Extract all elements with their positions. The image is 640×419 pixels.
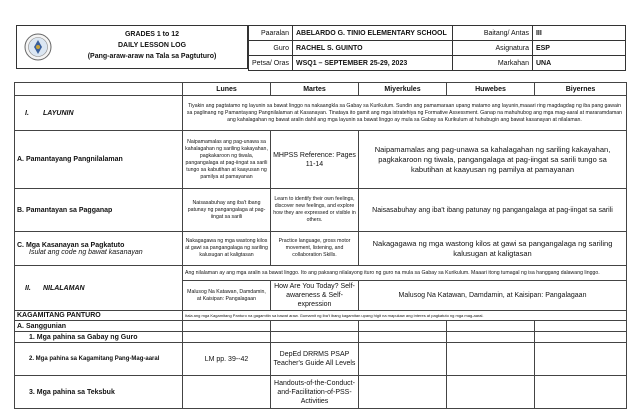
item3-lunes [183,376,271,409]
days-header-blank [15,83,183,96]
day-martes: Martes [271,83,359,96]
row-a-rest: Naipamamalas ang pag-unawa sa kahalagahan ng sariling kakayahan, pagkakaroon ng tiwala, pangangalaga at pag-iingat sa sarili tungo sa kabutihan at kaayusan ng pamilya at pamayanan [359,131,627,189]
nilalaman-rest: Malusog Na Katawan, Damdamin, at Kaisipan: Pangalagaan [359,281,627,311]
item2-huwebes [447,343,535,376]
deped-seal-icon [23,31,53,63]
petsa-value: WSQ1 – SEPTEMBER 25-29, 2023 [292,56,452,71]
item1-biyernes [535,332,627,343]
nilalaman-label-cell [15,266,183,311]
days-header-row [15,83,627,96]
guro-value: RACHEL S. GUINTO [292,41,452,56]
item1-huwebes [447,332,535,343]
sanggunian-lunes [183,321,271,332]
kagamitang-row [15,311,627,321]
paaralan-label: Paaralan [249,26,293,41]
row-pamantayan-sa-pagganap [15,189,627,232]
kagamitang-label: KAGAMITANG PANTURO [15,311,183,321]
header-info-table [248,25,626,71]
paaralan-value: ABELARDO G. TINIO ELEMENTARY SCHOOL [292,26,452,41]
sanggunian-huwebes [447,321,535,332]
layunin-num: I. [25,109,29,117]
item1-miyerkules [359,332,447,343]
row-c-lunes: Nakagagawa ng mga wastong kilos at gawi sa pangangalaga ng sariling kalusugan at kaligtasan [183,232,271,266]
row-b-martes: Learn to identify their own feelings, discover new feelings, and explore how they are expressed or visible in others. [271,189,359,232]
item2-miyerkules [359,343,447,376]
item3-martes: Handouts-of-the-Conduct-and-Facilitation-of-PSS-Activities [271,376,359,409]
item3-biyernes [535,376,627,409]
row-c-label-cell [15,232,183,266]
header-title-box [16,25,248,69]
layunin-text: Tiyakin ang pagtatamo ng layunin sa bawat linggo na nakaangkla sa Gabay sa Kurikulum. Sundin ang pamamaraan upang matamo ang layunin,maaari ring magdagdag ng iba pang gawain sa paglinang ng Pamantayang Pangnilalaman at Kasanayan. Tinataya ito gamit ang mga istratehiya ng Formative Assessment. Ganap na mahuhubog ang mga mag-aaral at mararamdaman ang kahalagahan ng bawat aralin dahil ang mga layunin sa bawat linggo ay mula sa Gabay sa Kurikulum at huhubugin ang bawat kasanayan at nilalaman. [183,96,627,131]
markahan-label: Markahan [452,56,532,71]
sanggunian-martes [271,321,359,332]
nilalaman-label: NILALAMAN [42,284,85,292]
petsa-label: Petsa/ Oras [249,56,293,71]
row-mga-kasanayan [15,232,627,266]
teksbuk-row [15,376,627,409]
nilalaman-note-row [15,266,627,281]
layunin-label-cell [15,96,183,131]
markahan-value: UNA [532,56,625,71]
nilalaman-martes: How Are You Today? Self-awareness & Self-expression [271,281,359,311]
sanggunian-miyerkules [359,321,447,332]
item2-biyernes [535,343,627,376]
baitang-label: Baitang/ Antas [452,26,532,41]
row-b-rest: Naisasabuhay ang iba't ibang patunay ng pangangalaga at pag-iingat sa sarili [359,189,627,232]
baitang-value: III [532,26,625,41]
day-miyerkules: Miyerkules [359,83,447,96]
nilalaman-lunes: Malusog Na Katawan, Damdamin, at Kaisipan: Pangalagaan [183,281,271,311]
item1-label: 1. Mga pahina sa Gabay ng Guro [15,332,183,343]
title-dll: DAILY LESSON LOG [117,42,187,49]
sanggunian-label: A. Sanggunian [15,321,183,332]
row-a-label: A. Pamantayang Pangnilalaman [15,131,183,189]
item3-miyerkules [359,376,447,409]
kagamitang-note: Itala ang mga Kagamitang Panturo na gagamitin sa bawat araw. Gumamit ng iba't ibang kagamitan upang higit na mapukaw ang interes at pagkatuto ng mga mag-aaral. [183,311,627,321]
item2-label: 2. Mga pahina sa Kagamitang Pang-Mag-aaral [15,343,183,376]
header-title [57,29,247,62]
row-c-martes: Practice language, gross motor movement, listening, and collaboration Skills. [271,232,359,266]
guro-label: Guro [249,41,293,56]
item2-lunes: LM pp. 39--42 [183,343,271,376]
item1-martes [271,332,359,343]
lesson-log-table [14,82,627,409]
item1-lunes [183,332,271,343]
row-c-rest: Nakagagawa ng mga wastong kilos at gawi sa pangangalaga ng sariling kalusugan at kaligtasan [359,232,627,266]
nilalaman-note: Ang nilalaman ay ang mga aralin sa bawat linggo. Ito ang paksang nilalayong ituro ng guro na mula sa Gabay sa Kurikulum. Maaari itong tumagal ng isa hanggang dalawang linggo. [183,266,627,281]
sanggunian-row [15,321,627,332]
item2-martes: DepEd DRRMS PSAP Teacher's Guide All Levels [271,343,359,376]
asignatura-label: Asignatura [452,41,532,56]
kagamitang-mag-aaral-row [15,343,627,376]
item3-huwebes [447,376,535,409]
nilalaman-num: II. [25,284,31,292]
row-b-lunes: Naisasabuhay ang iba't ibang patunay ng pangangalaga at pag-iingat sa sarili [183,189,271,232]
row-a-martes: MHPSS Reference: Pages 11-14 [271,131,359,189]
title-grades: GRADES 1 to 12 [124,31,180,38]
day-lunes: Lunes [183,83,271,96]
title-tala: (Pang-araw-araw na Tala sa Pagtuturo) [87,53,217,60]
layunin-label: LAYUNIN [42,109,74,117]
layunin-row [15,96,627,131]
row-a-lunes: Naipamamalas ang pag-unawa sa kahalagahan ng sariling kakayahan, pagkakaroon ng tiwala, pangangalaga at pag-iingat sa sarili tungo sa kabutihan at kaayusan ng pamilya at pamayanan [183,131,271,189]
row-b-label: B. Pamantayan sa Pagganap [15,189,183,232]
day-huwebes: Huwebes [447,83,535,96]
gabay-ng-guro-row [15,332,627,343]
row-pamantayang-pangnilalaman [15,131,627,189]
row-c-label: C. Mga Kasanayan sa Pagkatuto [17,241,125,249]
day-biyernes: Biyernes [535,83,627,96]
asignatura-value: ESP [532,41,625,56]
sanggunian-biyernes [535,321,627,332]
row-c-sublabel: Isulat ang code ng bawat kasanayan [29,248,143,256]
item3-label: 3. Mga pahina sa Teksbuk [15,376,183,409]
